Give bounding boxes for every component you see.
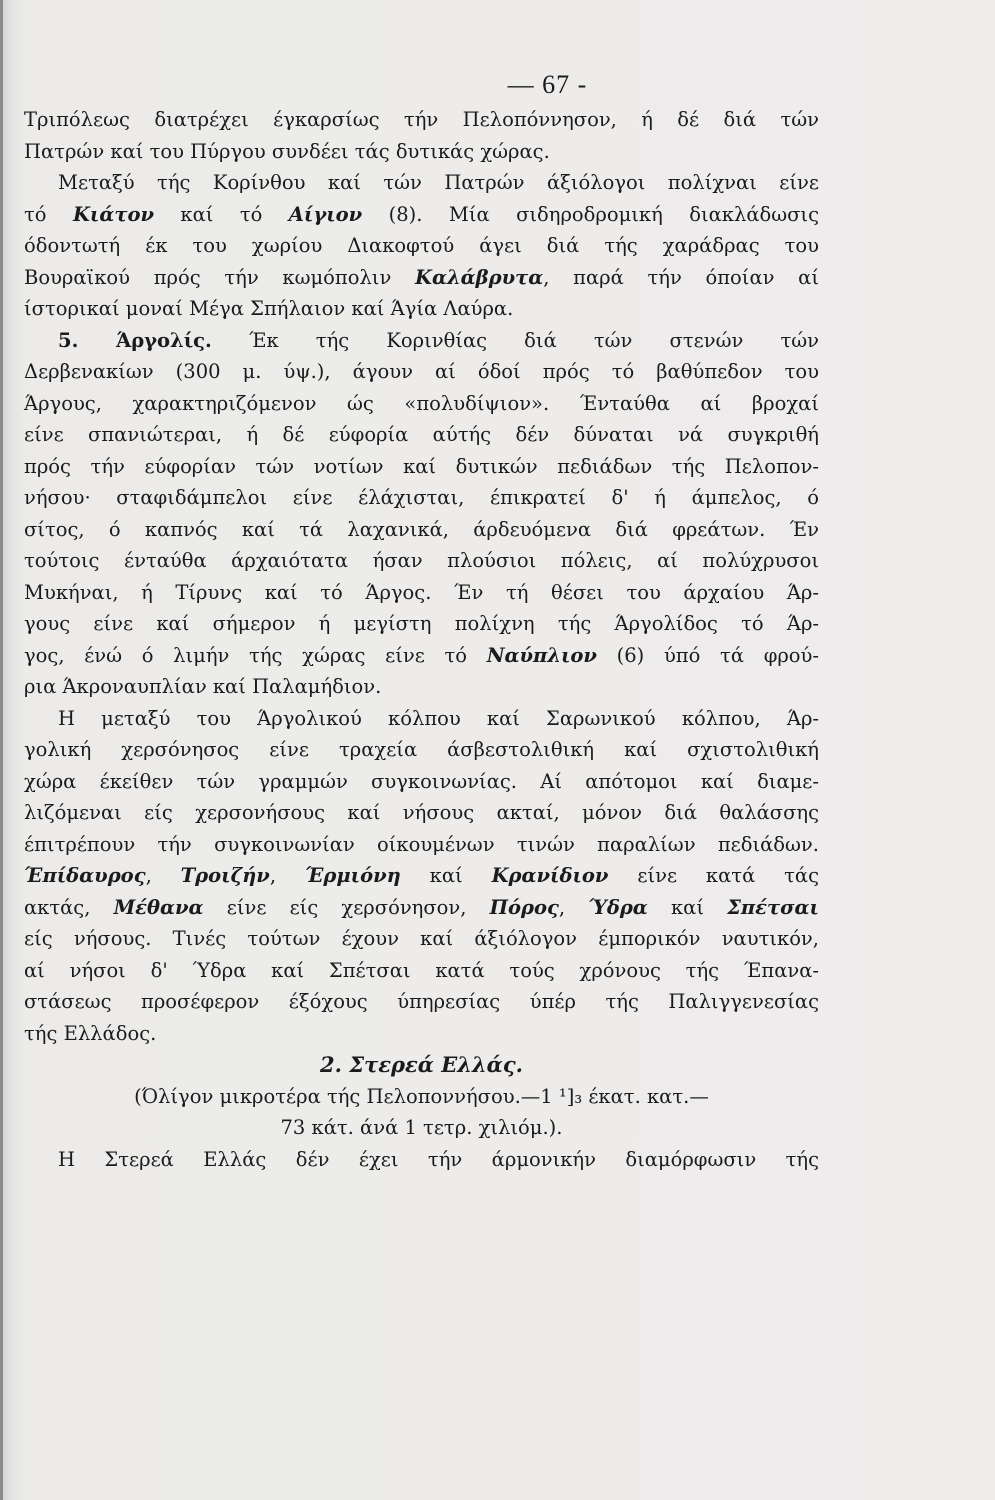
text-run: Ναύπλιον	[486, 643, 597, 667]
text-run: Ύδρα	[588, 895, 648, 919]
text-line	[24, 356, 819, 388]
text-line	[24, 955, 819, 987]
text-line	[24, 986, 819, 1018]
text-run: καί τό	[154, 202, 289, 226]
text-run: ίστορικαί μοναί Μέγα Σπήλαιον καί Άγία Λαύρα.	[24, 297, 514, 320]
text-run: (8). Μία σιδηροδρομική διακλάδωσις	[362, 202, 820, 226]
text-run: γους είνε καί σήμερον ή μεγίστη πολίχνη τής Άργολίδος τό Άρ-	[24, 612, 819, 635]
text-run: ,	[145, 864, 181, 887]
text-run: Έκ τής Κορινθίας διά τών στενών τών	[211, 328, 819, 352]
text-run: Έρμιόνη	[304, 864, 401, 887]
text-line	[24, 923, 819, 955]
text-line	[24, 1144, 819, 1176]
text-run: Αίγιον	[288, 202, 363, 226]
text-line	[24, 136, 819, 168]
text-line	[24, 577, 819, 609]
text-run: τό	[24, 202, 73, 226]
text-line	[24, 734, 819, 766]
text-run: γολική χερσόνησος είνε τραχεία άσβεστολιθική καί σχιστολιθική	[24, 738, 819, 761]
text-line	[24, 640, 819, 672]
text-run: τής Ελλάδος.	[24, 1021, 157, 1045]
text-run: Καλάβρυτα	[415, 265, 544, 289]
text-run: λιζόμεναι είς χερσονήσους καί νήσους ακταί, μόνον διά θαλάσσης	[24, 801, 819, 824]
text-run: έπιτρέπουν τήν συγκοινωνίαν οίκουμένων τινών παραλίων πεδιάδων.	[24, 832, 819, 856]
text-line	[24, 451, 819, 483]
text-run: Τροιζήν	[180, 864, 270, 887]
text-run: είνε κατά τάς	[608, 864, 819, 887]
text-line	[24, 1112, 819, 1144]
text-run: όδοντωτή έκ του χωρίου Διακοφτού άγει διά τής χαράδρας του	[24, 234, 819, 257]
text-run: Μέθανα	[113, 895, 204, 919]
text-run: Πόρος	[489, 895, 559, 919]
page-header	[0, 70, 995, 100]
text-run: 2. Στερεά Ελλάς.	[320, 1052, 523, 1077]
page-edge	[0, 0, 3, 1500]
text-run: Μεταξύ τής Κορίνθου καί τών Πατρών άξιόλογοι πολίχναι είνε	[58, 171, 819, 194]
text-run: σίτος, ό καπνός καί τά λαχανικά, άρδευόμενα διά φρεάτων. Έν	[24, 517, 819, 541]
text-line	[24, 199, 819, 231]
text-line	[24, 766, 819, 798]
text-run: είς νήσους. Τινές τούτων έχουν καί άξιόλογον έμπορικόν ναυτικόν,	[24, 927, 819, 950]
text-run: αί νήσοι δ' Ύδρα καί Σπέτσαι κατά τούς χρόνους τής Έπανα-	[24, 958, 819, 982]
text-line	[24, 860, 819, 892]
text-line	[24, 167, 819, 199]
text-run: Μυκήναι, ή Τίρυνς καί τό Άργος. Έν τή θέσει του άρχαίου Άρ-	[24, 580, 819, 604]
text-line	[24, 482, 819, 514]
text-run: είνε σπανιώτεραι, ή δέ εύφορία αύτής δέν δύναται νά συγκριθή	[24, 423, 819, 446]
text-run: τούτοις ένταύθα άρχαιότατα ήσαν πλούσιοι πόλεις, αί πολύχρυσοι	[24, 549, 819, 572]
text-run: πρός τήν εύφορίαν τών νοτίων καί δυτικών πεδιάδων τής Πελοπον-	[24, 454, 819, 478]
text-run: Η Στερεά Ελλάς δέν έχει τήν άρμονικήν διαμόρφωσιν τής	[58, 1147, 819, 1171]
text-run: νήσου· σταφιδάμπελοι είνε έλάχισται, έπικρατεί δ' ή άμπελος, ό	[24, 486, 819, 509]
text-run: είνε είς χερσόνησον,	[203, 895, 490, 919]
text-run: Τριπόλεως διατρέχει έγκαρσίως τήν Πελοπόννησον, ή δέ διά τών	[24, 108, 819, 131]
text-line	[24, 293, 819, 325]
text-run: γος, ένώ ό λιμήν τής χώρας είνε τό	[24, 643, 487, 667]
text-line	[24, 1081, 819, 1113]
page-number: — 67 -	[507, 70, 588, 99]
text-line	[24, 388, 819, 420]
text-run: Έπίδαυρος	[24, 864, 146, 887]
text-run: Πατρών καί του Πύργου συνδέει τάς δυτικάς χώρας.	[24, 139, 550, 163]
text-line	[24, 1049, 819, 1081]
text-run: Η μεταξύ του Άργολικού κόλπου καί Σαρωνικού κόλπου, Άρ-	[58, 706, 819, 730]
text-run: Δερβενακίων (300 μ. ύψ.), άγουν αί όδοί πρός τό βαθύπεδον του	[24, 360, 819, 383]
text-line	[24, 514, 819, 546]
text-run: ,	[558, 895, 589, 919]
text-run: Βουραϊκού πρός τήν κωμόπολιν	[24, 265, 416, 289]
text-run: Σπέτσαι	[727, 895, 819, 919]
text-run: (Όλίγον μικροτέρα τής Πελοποννήσου.—1 ¹]₃ έκατ. κατ.—	[134, 1084, 709, 1108]
text-run: ακτάς,	[24, 895, 114, 919]
text-line	[24, 230, 819, 262]
text-run: καί	[400, 864, 492, 887]
text-run: στάσεως προσέφερον έξόχους ύπηρεσίας ύπέρ τής Παλιγγενεσίας	[24, 990, 819, 1013]
text-line	[24, 797, 819, 829]
text-run: 73 κάτ. άνά 1 τετρ. χιλιόμ.).	[280, 1116, 563, 1139]
body-text	[24, 104, 819, 1175]
text-run: καί	[647, 895, 728, 919]
text-line	[24, 829, 819, 861]
text-line	[24, 1018, 819, 1050]
text-run: Κρανίδιον	[491, 864, 609, 887]
text-line	[24, 671, 819, 703]
text-run: Άργους, χαρακτηριζόμενον ώς «πολυδίψιον». Ένταύθα αί βροχαί	[24, 391, 819, 415]
text-run: ρια Άκροναυπλίαν καί Παλαμήδιον.	[24, 675, 382, 698]
text-line	[24, 703, 819, 735]
text-run: 5. Άργολίς.	[58, 328, 212, 352]
text-run: (6) ύπό τά φρού-	[596, 643, 819, 667]
text-line	[24, 608, 819, 640]
text-line	[24, 419, 819, 451]
text-line	[24, 262, 819, 294]
text-run: ,	[269, 864, 305, 887]
text-run: Κιάτον	[72, 202, 154, 226]
text-line	[24, 892, 819, 924]
text-run: χώρα έκείθεν τών γραμμών συγκοινωνίας. Αί απότομοι καί διαμε-	[24, 769, 819, 793]
text-line	[24, 325, 819, 357]
text-run: , παρά τήν όποίαν αί	[543, 265, 819, 289]
text-line	[24, 104, 819, 136]
text-line	[24, 545, 819, 577]
